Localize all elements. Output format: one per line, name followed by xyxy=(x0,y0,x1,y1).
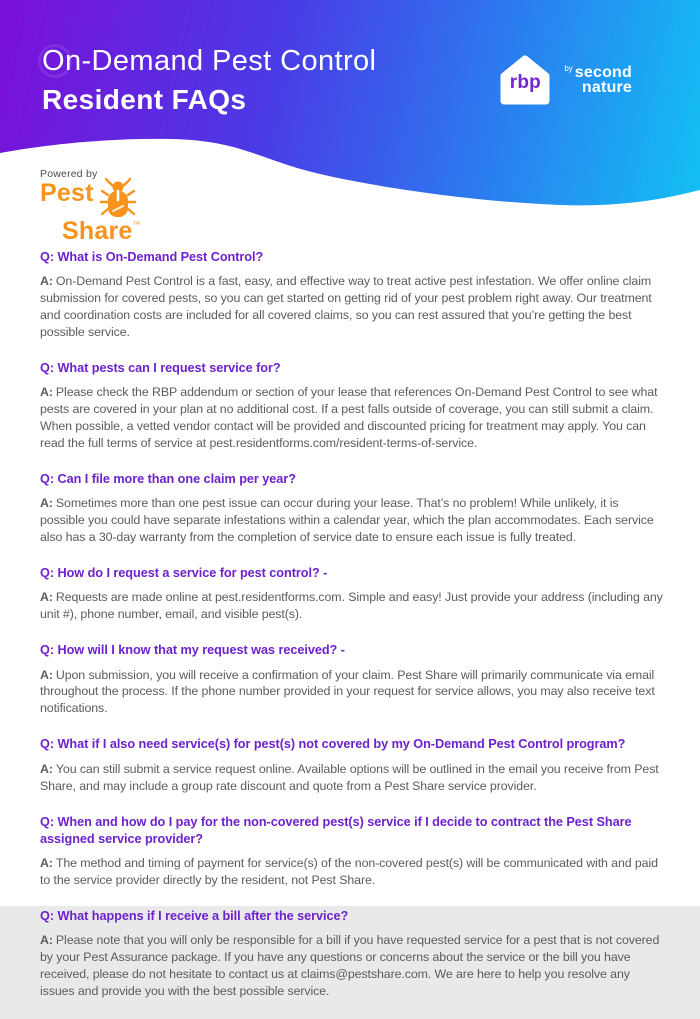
faq-answer xyxy=(40,932,665,1000)
faq-item xyxy=(40,908,665,1000)
rbp-second-nature-logo xyxy=(495,50,632,110)
page-subtitle: Resident FAQs xyxy=(42,83,247,115)
faq-list xyxy=(40,249,665,1019)
faq-item xyxy=(40,565,665,623)
nature-label: nature xyxy=(581,79,632,96)
answer-text: Upon submission, you will receive a confirmation of your claim. Pest Share will primarily communicate via email throughout the process. If the phone number provided in your request for service allows, you may also receive text notifications. xyxy=(40,667,655,716)
pest-label: Pest xyxy=(40,179,94,207)
answer-prefix: A: xyxy=(40,385,53,400)
answer-text: Please note that you will only be responsible for a bill if you have requested service for a pest that is not covered by your Pest Assurance package. If you have any questions or concerns about the service or the bill you have received, please do not hesitate to contact us at claims@pestshare.com. We are here to help you resolve any issues and provide you with the best possible service. xyxy=(40,932,660,998)
pest-share-bug-icon xyxy=(100,178,136,220)
share-label: Share xyxy=(62,217,133,245)
answer-prefix: A: xyxy=(40,932,53,947)
faq-answer xyxy=(40,384,665,452)
faq-answer xyxy=(40,761,665,795)
faq-question: Q: How do I request a service for pest control? - xyxy=(40,566,328,581)
second-nature-wordmark xyxy=(564,65,632,95)
faq-question: Q: What if I also need service(s) for pest(s) not covered by my On-Demand Pest Control program? xyxy=(40,737,626,752)
faq-item xyxy=(40,360,665,452)
faq-question: Q: Can I file more than one claim per year? xyxy=(40,472,296,487)
faq-answer xyxy=(40,667,665,718)
rbp-logo-text: rbp xyxy=(509,72,541,93)
answer-text: The method and timing of payment for service(s) of the non-covered pest(s) will be communicated with and paid to the service provider directly by the resident, not Pest Share. xyxy=(40,855,658,887)
by-label: by xyxy=(564,63,573,73)
faq-item xyxy=(40,736,665,794)
answer-text: You can still submit a service request online. Available options will be outlined in the email you receive from Pest Share, and may include a group rate discount and quote from a Pest Share service provider. xyxy=(40,761,659,793)
answer-prefix: A: xyxy=(40,590,53,605)
second-label: second xyxy=(574,63,632,81)
faq-item xyxy=(40,471,665,546)
faq-question: Q: What happens if I receive a bill after the service? xyxy=(40,908,349,923)
faq-question: Q: When and how do I pay for the non-covered pest(s) service if I decide to contract the Pest Share assigned service provider? xyxy=(40,814,632,846)
faq-answer xyxy=(40,855,665,889)
faq-item xyxy=(40,642,665,717)
pest-share-logo xyxy=(40,168,141,243)
answer-prefix: A: xyxy=(40,761,53,776)
answer-text: Please check the RBP addendum or section of your lease that references On-Demand Pest Control to see what pests are covered in your plan at no additional cost. If a pest falls outside of coverage, you can still submit a claim. When possible, a vetted vendor contact will be provided and discounted pricing for treatment may apply. You can read the full terms of service at pest.residentforms.com/resident-terms-of-service. xyxy=(40,385,658,451)
trademark-symbol: ™ xyxy=(132,220,141,229)
answer-text: On-Demand Pest Control is a fast, easy, and effective way to treat active pest infestation. We offer online claim submission for covered pests, so you can get started on getting rid of your pest problem right away. Our treatment and coordination costs are included for all covered claims, so you can rest assured that you’re getting the best possible service. xyxy=(40,274,652,340)
answer-text: Sometimes more than one pest issue can occur during your lease. That’s no problem! While unlikely, it is possible you could have separate infestations within a calendar year, which the plan accommodates. Each service also has a 30-day warranty from the completion of service date to ensure each issue is fully treated. xyxy=(40,496,654,545)
answer-prefix: A: xyxy=(40,274,53,289)
faq-answer xyxy=(40,273,665,341)
answer-prefix: A: xyxy=(40,667,53,682)
rbp-house-icon xyxy=(495,50,555,110)
faq-question: Q: What is On-Demand Pest Control? xyxy=(40,250,264,264)
powered-by-label: Powered by xyxy=(40,168,98,180)
header-titles xyxy=(42,44,376,116)
faq-item xyxy=(40,814,665,889)
answer-prefix: A: xyxy=(40,855,53,870)
faq-question: Q: How will I know that my request was received? - xyxy=(40,643,345,658)
faq-question: Q: What pests can I request service for? xyxy=(40,361,281,376)
answer-text: Requests are made online at pest.residentforms.com. Simple and easy! Just provide your address (including any unit #), phone number, email, and visible pest(s). xyxy=(40,590,663,622)
answer-prefix: A: xyxy=(40,496,53,511)
faq-item xyxy=(40,249,665,341)
faq-answer xyxy=(40,495,665,546)
page-title: On-Demand Pest Control xyxy=(42,45,377,77)
faq-answer xyxy=(40,589,665,623)
